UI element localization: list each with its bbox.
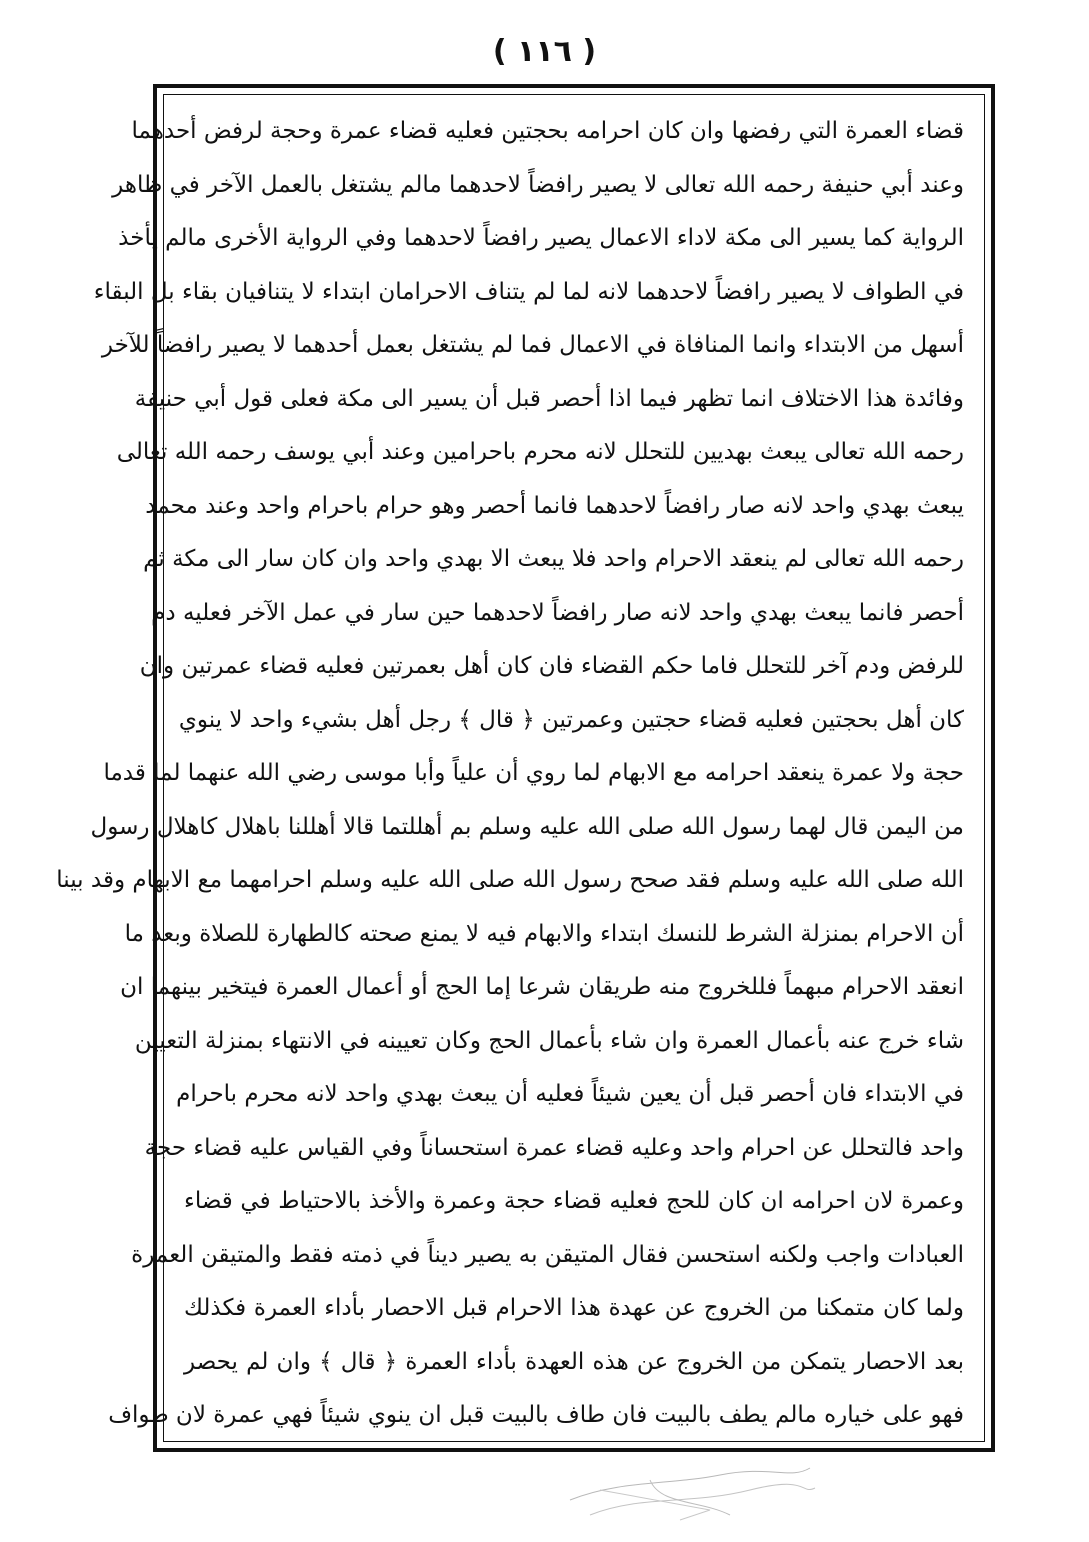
text-line: وفائدة هذا الاختلاف انما تظهر فيما اذا أحصر قبل أن يسير الى مكة فعلى قول أبي حنيفة bbox=[134, 385, 964, 412]
text-line: الله صلى الله عليه وسلم فقد صحح رسول الله صلى الله عليه وسلم احرامهما مع الابهام وقد بينا bbox=[56, 867, 964, 893]
text-line: الرواية كما يسير الى مكة لاداء الاعمال يصير رافضاً لاحدهما وفي الرواية الأخرى مالم يأخذ bbox=[118, 225, 964, 251]
text-line: أسهل من الابتداء وانما المنافاة في الاعمال فما لم يشتغل بعمل أحدهما لا يصير رافضاً للآخر bbox=[101, 332, 964, 358]
text-line: في الطواف لا يصير رافضاً لاحدهما لانه لما لم يتناف الاحرامان ابتداء لا يتنافيان بقاء بل البقاء bbox=[93, 278, 964, 305]
text-line: انعقد الاحرام مبهماً فللخروج منه طريقان شرعا إما الحج أو أعمال العمرة فيتخير بينهما ان bbox=[120, 974, 964, 1000]
page-number: ( ١١٦ ) bbox=[492, 34, 597, 69]
text-line: أن الاحرام بمنزلة الشرط للنسك ابتداء والابهام فيه لا يمنع صحته كالطهارة للصلاة وبعد ما bbox=[124, 920, 964, 947]
text-frame bbox=[56, 84, 995, 1452]
text-line: شاء خرج عنه بأعمال العمرة وان شاء بأعمال الحج وكان تعيينه في الانتهاء بمنزلة التعيين bbox=[134, 1027, 964, 1054]
text-line: قضاء العمرة التي رفضها وان كان احرامه بحجتين فعليه قضاء عمرة وحجة لرفض أحدهما bbox=[131, 118, 964, 144]
text-line: للرفض ودم آخر للتحلل فاما حكم القضاء فان كان أهل بعمرتين فعليه قضاء عمرتين وان bbox=[139, 653, 964, 679]
text-line: من اليمن قال لهما رسول الله صلى الله عليه وسلم بم أهللتما قالا أهللنا باهلال كاهلال رسول bbox=[90, 813, 964, 840]
text-line: رحمه الله تعالى يبعث بهديين للتحلل لانه محرم باحرامين وعند أبي يوسف رحمه الله تعالى bbox=[116, 439, 964, 465]
text-line: وعند أبي حنيفة رحمه الله تعالى لا يصير رافضاً لاحدهما مالم يشتغل بالعمل الآخر في ظاهر bbox=[112, 171, 964, 198]
body-text bbox=[56, 105, 964, 1443]
text-line: كان أهل بحجتين فعليه قضاء حجتين وعمرتين ﴿ قال ﴾ رجل أهل بشيء واحد لا ينوي bbox=[178, 706, 964, 733]
text-line: ولما كان متمكنا من الخروج عن عهدة هذا الاحرام قبل الاحصار بأداء العمرة فكذلك bbox=[184, 1295, 964, 1321]
text-line: في الابتداء فان أحصر قبل أن يعين شيئاً فعليه أن يبعث بهدي واحد لانه محرم باحرام bbox=[176, 1081, 964, 1107]
text-line: وعمرة لان احرامه ان كان للحج فعليه قضاء حجة وعمرة والأخذ بالاحتياط في قضاء bbox=[184, 1188, 964, 1214]
text-frame-inner-border bbox=[56, 94, 985, 1442]
text-line: فهو على خياره مالم يطف بالبيت فان طاف بالبيت قبل ان ينوي شيئاً فهي عمرة لان طواف bbox=[108, 1402, 964, 1428]
pencil-scribble bbox=[560, 1460, 820, 1530]
text-line: العبادات واجب ولكنه استحسن فقال المتيقن به يصير ديناً في ذمته فقط والمتيقن العمرة bbox=[131, 1241, 964, 1268]
text-line: واحد فالتحلل عن احرام واحد وعليه قضاء عمرة استحساناً وفي القياس عليه قضاء حجة bbox=[144, 1134, 964, 1161]
text-line: يبعث بهدي واحد لانه صار رافضاً لاحدهما فانما أحصر وهو حرام باحرام واحد وعند محمد bbox=[145, 492, 964, 519]
text-line: بعد الاحصار يتمكن من الخروج عن هذه العهدة بأداء العمرة ﴿ قال ﴾ وان لم يحصر bbox=[184, 1348, 964, 1375]
text-line: أحصر فانما يبعث بهدي واحد لانه صار رافضاً لاحدهما حين سار في عمل الآخر فعليه دم bbox=[151, 599, 964, 626]
text-line: حجة ولا عمرة ينعقد احرامه مع الابهام لما روي أن علياً وأبا موسى رضي الله عنهما لما قدما bbox=[103, 760, 964, 786]
text-line: رحمه الله تعالى لم ينعقد الاحرام واحد فلا يبعث الا بهدي واحد وان كان سار الى مكة ثم bbox=[143, 546, 964, 572]
